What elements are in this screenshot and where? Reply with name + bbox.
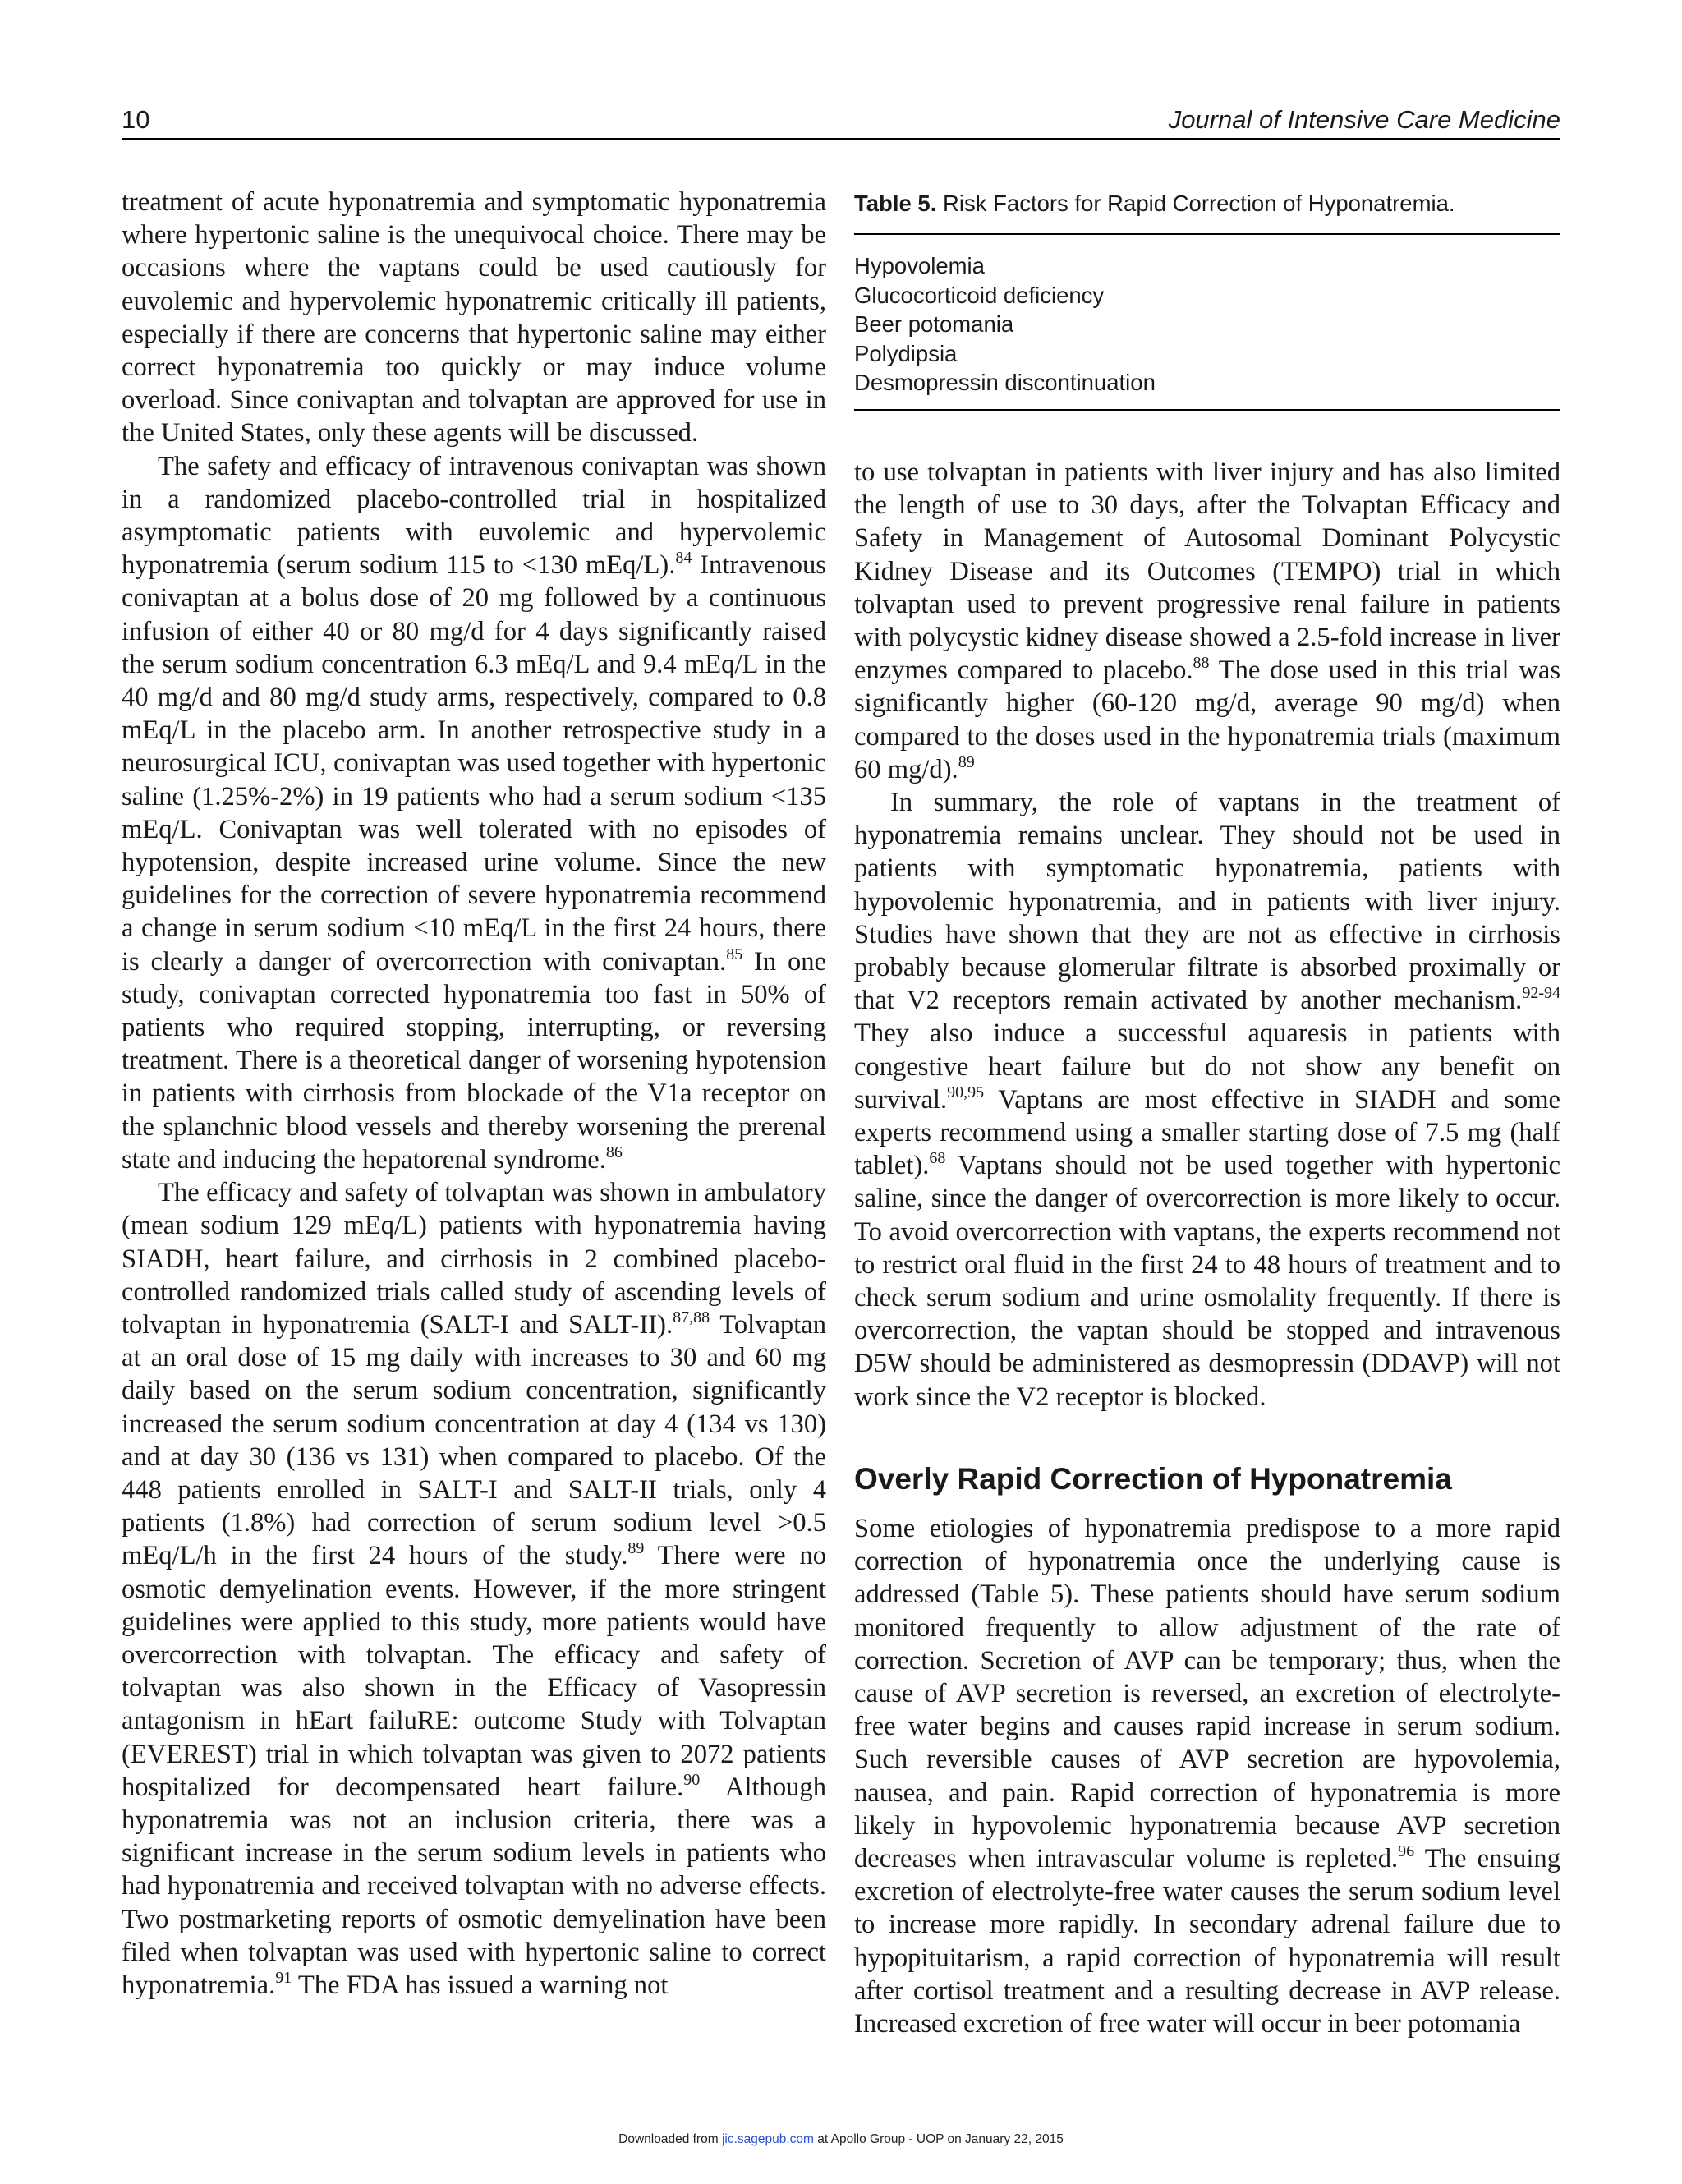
paragraph xyxy=(854,456,1560,786)
paragraph-text: The FDA has issued a warning not xyxy=(292,1970,669,2000)
table-label: Table 5. xyxy=(854,191,937,216)
paragraph-text: In summary, the role of vaptans in the treatment of hyponatremia remains unclear. They should not be used in patients with symptomatic hyponatremia, patients with hypovolemic hyponatremia, and in patients with liver injury. Studies have shown that they are not as effective in cirrhosis probably because glomerular filtrate is absorbed proximally or that V2 receptors remain activated by another mechanism. xyxy=(854,788,1560,1016)
paragraph-text: The efficacy and safety of tolvaptan was shown in ambulatory (mean sodium 129 mEq/L) patients with hyponatremia having SIADH, heart failure, and cirrhosis in 2 combined placebo-controlled randomized trials called study of ascending levels of tolvaptan in hyponatremia (SALT-I and SALT-II). xyxy=(122,1178,826,1340)
paragraph-text: They also induce a successful aquaresis in patients with congestive heart failure but do not show any benefit on survival. xyxy=(854,1018,1560,1115)
paragraph-text: Tolvaptan at an oral dose of 15 mg daily with increases to 30 and 60 mg daily based on the serum sodium concentration, significantly increased the serum sodium concentration at day 4 (134 vs 130) and at day 30 (136 vs 131) when compared to placebo. Of the 448 patients enrolled in SALT-I and SALT-II trials, only 4 patients (1.8%) had correction of serum sodium level >0.5 mEq/L/h in the first 24 hours of the study. xyxy=(122,1309,826,1571)
left-column xyxy=(122,186,826,2002)
paragraph xyxy=(122,1176,826,2002)
section-heading: Overly Rapid Correction of Hyponatremia xyxy=(854,1461,1452,1496)
table-item: Desmopressin discontinuation xyxy=(854,370,1156,395)
citation: 86 xyxy=(605,1143,623,1161)
header-rule xyxy=(122,138,1560,140)
citation: 96 xyxy=(1398,1841,1415,1860)
paragraph-text: The safety and efficacy of intravenous conivaptan was shown in a randomized placebo-controlled trial in hospitalized asymptomatic patients with euvolemic and hypervolemic hyponatremia (serum sodium 115 to <130 mEq/L). xyxy=(122,451,826,581)
paragraph-text: There were no osmotic demyelination events. However, if the more stringent guidelines were applied to this study, more patients would have overcorrection with tolvaptan. The efficacy and safety of tolvaptan was also shown in the Efficacy of Vasopressin antagonism in hEart failuRE: outcome Study with Tolvaptan (EVEREST) trial in which tolvaptan was given to 2072 patients hospitalized for decompensated heart failure. xyxy=(122,1541,826,1802)
paragraph xyxy=(122,186,826,450)
paragraph-text: treatment of acute hyponatremia and symptomatic hyponatremia where hypertonic saline is the unequivocal choice. There may be occasions where the vaptans could be used cautiously for euvolemic and hypervolemic hyponatremic critically ill patients, especially if there are concerns that hypertonic saline may either correct hyponatremia too quickly or may induce volume overload. Since conivaptan and tolvaptan are approved for use in the United States, only these agents will be discussed. xyxy=(122,187,826,448)
citation: 92-94 xyxy=(1522,984,1560,1003)
paragraph-text: Intravenous conivaptan at a bolus dose of 20 mg followed by a continuous infusion of either 40 or 80 mg/d for 4 days significantly raised the serum sodium concentration 6.3 mEq/L and 9.4 mEq/L in the 40 mg/d and 80 mg/d study arms, respectively, compared to 0.8 mEq/L in the placebo arm. In another retrospective study in a neurosurgical ICU, conivaptan was used together with hypertonic saline (1.25%-2%) in 19 patients who had a serum sodium <135 mEq/L. Conivaptan was well tolerated with no episodes of hypotension, despite increased urine volume. Since the new guidelines for the correction of severe hyponatremia recommend a change in serum sodium <10 mEq/L in the first 24 hours, there is clearly a danger of overcorrection with conivaptan. xyxy=(122,550,826,977)
table-item: Hypovolemia xyxy=(854,253,985,278)
download-footer xyxy=(0,2132,1682,2147)
citation: 88 xyxy=(1193,654,1210,673)
footer-link[interactable]: jic.sagepub.com xyxy=(721,2132,814,2146)
table-5 xyxy=(854,189,1560,411)
page-number: 10 xyxy=(122,105,150,134)
citation: 87,88 xyxy=(673,1308,710,1326)
table-item: Glucocorticoid deficiency xyxy=(854,282,1105,308)
footer-prefix: Downloaded from xyxy=(618,2132,722,2146)
citation: 89 xyxy=(627,1539,645,1558)
table-caption xyxy=(854,189,1560,218)
citation: 90 xyxy=(683,1770,701,1789)
citation: 68 xyxy=(929,1149,946,1168)
paragraph-text: to use tolvaptan in patients with liver injury and has also limited the length of use to 30 days, after the Tolvaptan Efficacy and Safety in Management of Autosomal Dominant Polycystic Kidney Disease and its Outcomes (TEMPO) trial in which tolvaptan used to prevent progressive renal failure in patients with polycystic kidney disease showed a 2.5-fold increase in liver enzymes compared to placebo. xyxy=(854,457,1560,686)
right-column xyxy=(854,456,1560,2040)
citation: 91 xyxy=(275,1968,292,1987)
paragraph xyxy=(122,450,826,1176)
paragraph-text: The dose used in this trial was significantly higher (60-120 mg/d, average 90 mg/d) when compared to the doses used in the hyponatremia trials (maximum 60 mg/d). xyxy=(854,655,1560,784)
paragraph-text: Vaptans are most effective in SIADH and some experts recommend using a smaller starting dose of 7.5 mg (half tablet). xyxy=(854,1084,1560,1181)
citation: 89 xyxy=(958,752,975,771)
paragraph-text: Some etiologies of hyponatremia predispose to a more rapid correction of hyponatremia once the underlying cause is addressed (Table 5). These patients should have serum sodium monitored frequently to allow adjustment of the rate of correction. Secretion of AVP can be temporary; thus, when the cause of AVP secretion is reversed, an excretion of electrolyte-free water begins and causes rapid increase in serum sodium. Such reversible causes of AVP secretion are hypovolemia, nausea, and pain. Rapid correction of hyponatremia is more likely in hypovolemic hyponatremia because AVP secretion decreases when intravascular volume is repleted. xyxy=(854,1513,1560,1874)
table-bottom-rule xyxy=(854,409,1560,411)
citation: 85 xyxy=(726,945,743,963)
paragraph xyxy=(854,786,1560,1414)
table-items xyxy=(854,235,1560,409)
paragraph-text: Although hyponatremia was not an inclusion criteria, there was a significant increase in the serum sodium levels in patients who had hyponatremia and received tolvaptan with no adverse effects. Two postmarketing reports of osmotic demyelination have been filed when tolvaptan was used with hypertonic saline to correct hyponatremia. xyxy=(122,1772,827,2000)
paragraph-text: The ensuing excretion of electrolyte-free water causes the serum sodium level to increase more rapidly. In secondary adrenal failure due to hypopituitarism, a rapid correction of hyponatremia will result after cortisol treatment and a resulting decrease in AVP release. Increased excretion of free water will occur in beer potomania xyxy=(854,1843,1560,2039)
paragraph-text: Vaptans should not be used together with hypertonic saline, since the danger of overcorrection is more likely to occur. To avoid overcorrection with vaptans, the experts recommend not to restrict oral fluid in the first 24 to 48 hours of treatment and to check serum sodium and urine osmolality frequently. If there is overcorrection, the vaptan should be stopped and intravenous D5W should be administered as desmopressin (DDAVP) will not work since the V2 receptor is blocked. xyxy=(854,1151,1560,1412)
paragraph xyxy=(854,1512,1560,2040)
paragraph-text: In one study, conivaptan corrected hyponatremia too fast in 50% of patients who required stopping, interrupting, or reversing treatment. There is a theoretical danger of worsening hypotension in patients with cirrhosis from blockade of the V1a receptor on the splanchnic blood vessels and thereby worsening the prerenal state and inducing the hepatorenal syndrome. xyxy=(122,946,826,1175)
table-item: Beer potomania xyxy=(854,311,1014,337)
table-item: Polydipsia xyxy=(854,340,958,366)
footer-suffix: at Apollo Group - UOP on January 22, 2015 xyxy=(813,2132,1064,2146)
journal-title: Journal of Intensive Care Medicine xyxy=(1168,105,1560,134)
citation: 90,95 xyxy=(947,1083,985,1101)
table-caption-text: Risk Factors for Rapid Correction of Hyponatremia. xyxy=(936,191,1455,216)
citation: 84 xyxy=(675,549,692,568)
